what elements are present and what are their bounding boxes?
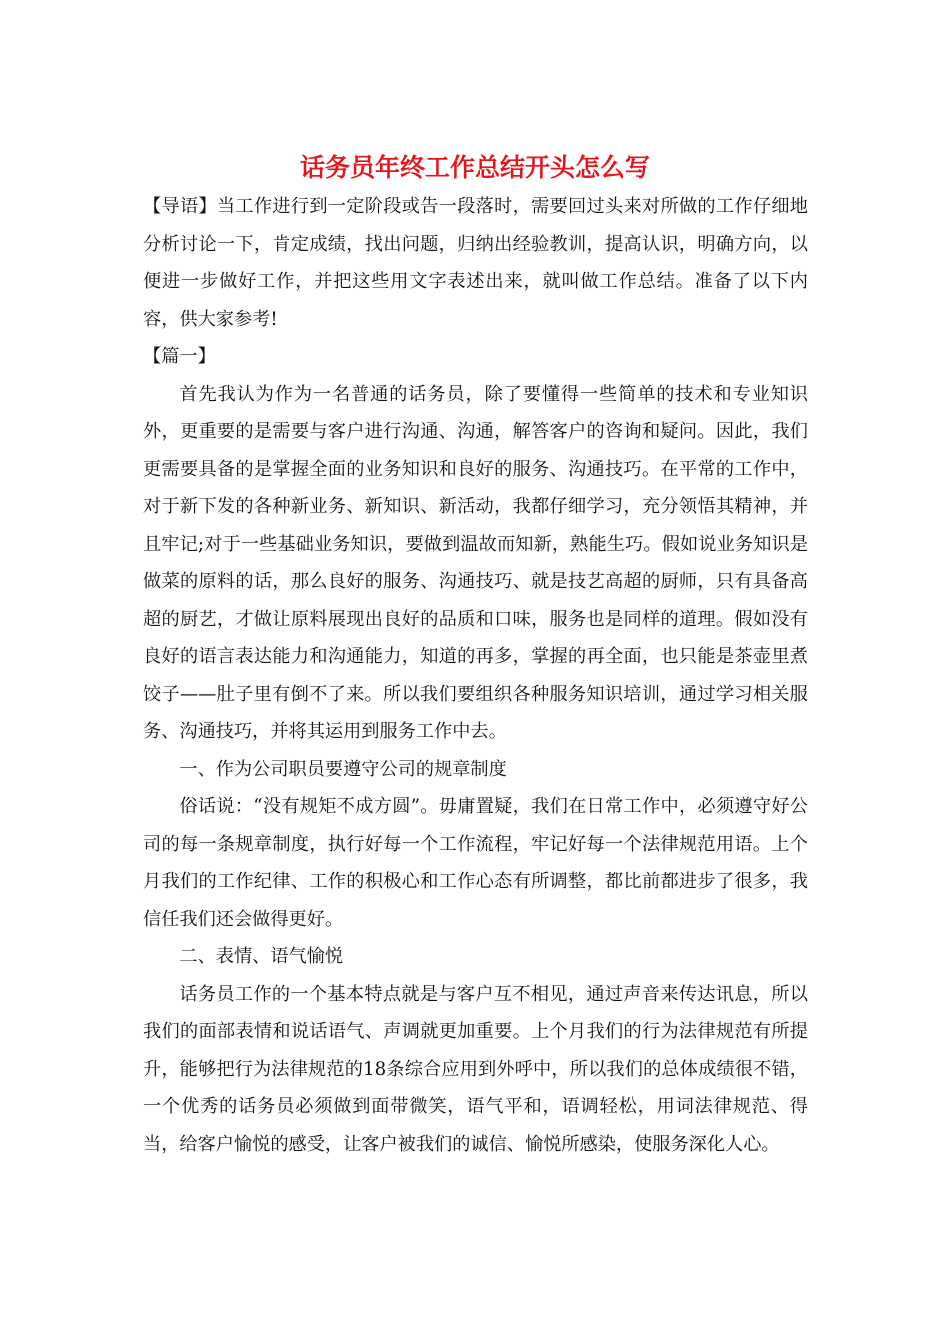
section-heading-2: 二、表情、语气愉悦 [179,946,344,967]
document-body [143,188,808,1163]
intro-paragraph: 【导语】当工作进行到一定阶段或告一段落时，需要回过头来对所做的工作仔细地分析讨论一下，肯定成绩，找出问题，归纳出经验教训，提高认识，明确方向，以便进一步做好工作，并把这些用文字表述出来，就叫做工作总结。准备了以下内容，供大家参考! [143,196,808,330]
section-heading-1: 一、作为公司职员要遵守公司的规章制度 [179,758,507,780]
paragraph-1: 首先我认为作为一名普通的话务员，除了要懂得一些简单的技术和专业知识外，更重要的是需要与客户进行沟通、沟通，解答客户的咨询和疑问。因此，我们更需要具备的是掌握全面的业务知识和良好的服务、沟通技巧。在平常的工作中，对于新下发的各种新业务、新知识、新活动，我都仔细学习，充分领悟其精神，并且牢记;对于一些基础业务知识，要做到温故而知新，熟能生巧。假如说业务知识是做菜的原料的话，那么良好的服务、沟通技巧、就是技艺高超的厨师，只有具备高超的厨艺，才做让原料展现出良好的品质和口味，服务也是同样的道理。假如没有良好的语言表达能力和沟通能力，知道的再多，掌握的再全面，也只能是茶壶里煮饺子——肚子里有倒不了来。所以我们要组织各种服务知识培训，通过学习相关服务、沟通技巧，并将其运用到服务工作中去。 [143,383,808,742]
section-label: 【篇一】 [143,346,216,367]
document-title: 话务员年终工作总结开头怎么写 [299,153,650,182]
paragraph-3: 话务员工作的一个基本特点就是与客户互不相见，通过声音来传达讯息，所以我们的面部表情和说话语气、声调就更加重要。上个月我们的行为法律规范有所提升，能够把行为法律规范的18条综合应用到外呼中，所以我们的总体成绩很不错，一个优秀的话务员必须做到面带微笑，语气平和，语调轻松，用词法律规范、得当，给客户愉悦的感受，让客户被我们的诚信、愉悦所感染，使服务深化人心。 [143,983,808,1155]
paragraph-2: 俗话说：“没有规矩不成方圆”。毋庸置疑，我们在日常工作中，必须遵守好公司的每一条规章制度，执行好每一个工作流程，牢记好每一个法律规范用语。上个月我们的工作纪律、工作的积极心和工作心态有所调整，都比前都进步了很多，我信任我们还会做得更好。 [143,796,808,930]
